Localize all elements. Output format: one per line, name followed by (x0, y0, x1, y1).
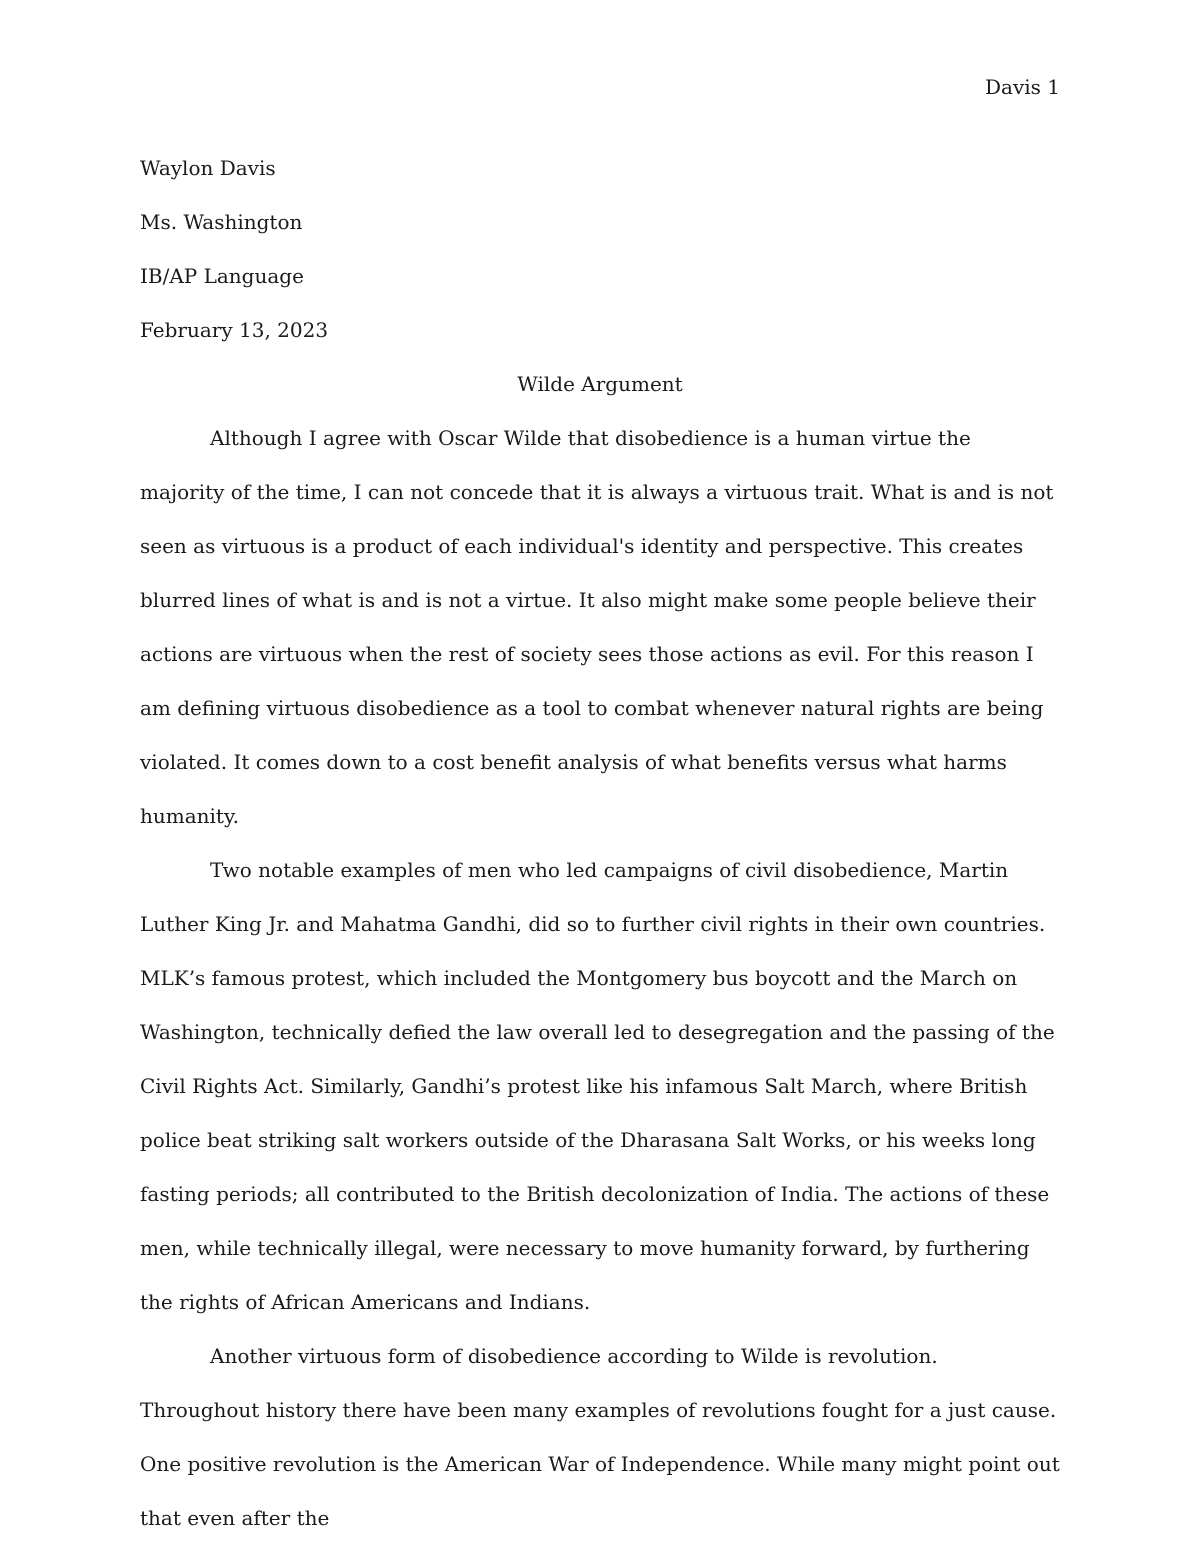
page-number-header: Davis 1 (985, 75, 1060, 99)
course-name: IB/AP Language (140, 264, 304, 288)
paragraph-1: Although I agree with Oscar Wilde that disobedience is a human virtue the majority of the time, I can not concede that it is always a virtuous trait. What is and is not seen as virtuous is a product of each individual's identity and perspective. This creates blurred lines of what is and is not a virtue. It also might make some people believe their actions are virtuous when the rest of society sees those actions as evil. For this reason I am defining virtuous disobedience as a tool to combat whenever natural rights are being violated. It comes down to a cost benefit analysis of what benefits versus what harms humanity. (140, 426, 1054, 828)
essay-date: February 13, 2023 (140, 318, 329, 342)
paragraph-2: Two notable examples of men who led campaigns of civil disobedience, Martin Luther King Jr. and Mahatma Gandhi, did so to further civil rights in their own countries. MLK’s famous protest, which included the Montgomery bus boycott and the March on Washington, technically defied the law overall led to desegregation and the passing of the Civil Rights Act. Similarly, Gandhi’s protest like his infamous Salt March, where British police beat striking salt workers outside of the Dharasana Salt Works, or his weeks long fasting periods; all contributed to the British decolonization of India. The actions of these men, while technically illegal, were necessary to move humanity forward, by furthering the rights of African Americans and Indians. (140, 858, 1055, 1314)
paragraph-3: Another virtuous form of disobedience according to Wilde is revolution. Throughout history there have been many examples of revolutions fought for a just cause. One positive revolution is the American War of Independence. While many might point out that even after the (140, 1344, 1060, 1530)
author-name: Waylon Davis (140, 156, 276, 180)
instructor-name: Ms. Washington (140, 210, 303, 234)
document-body (140, 141, 1060, 1545)
essay-title: Wilde Argument (517, 372, 683, 396)
